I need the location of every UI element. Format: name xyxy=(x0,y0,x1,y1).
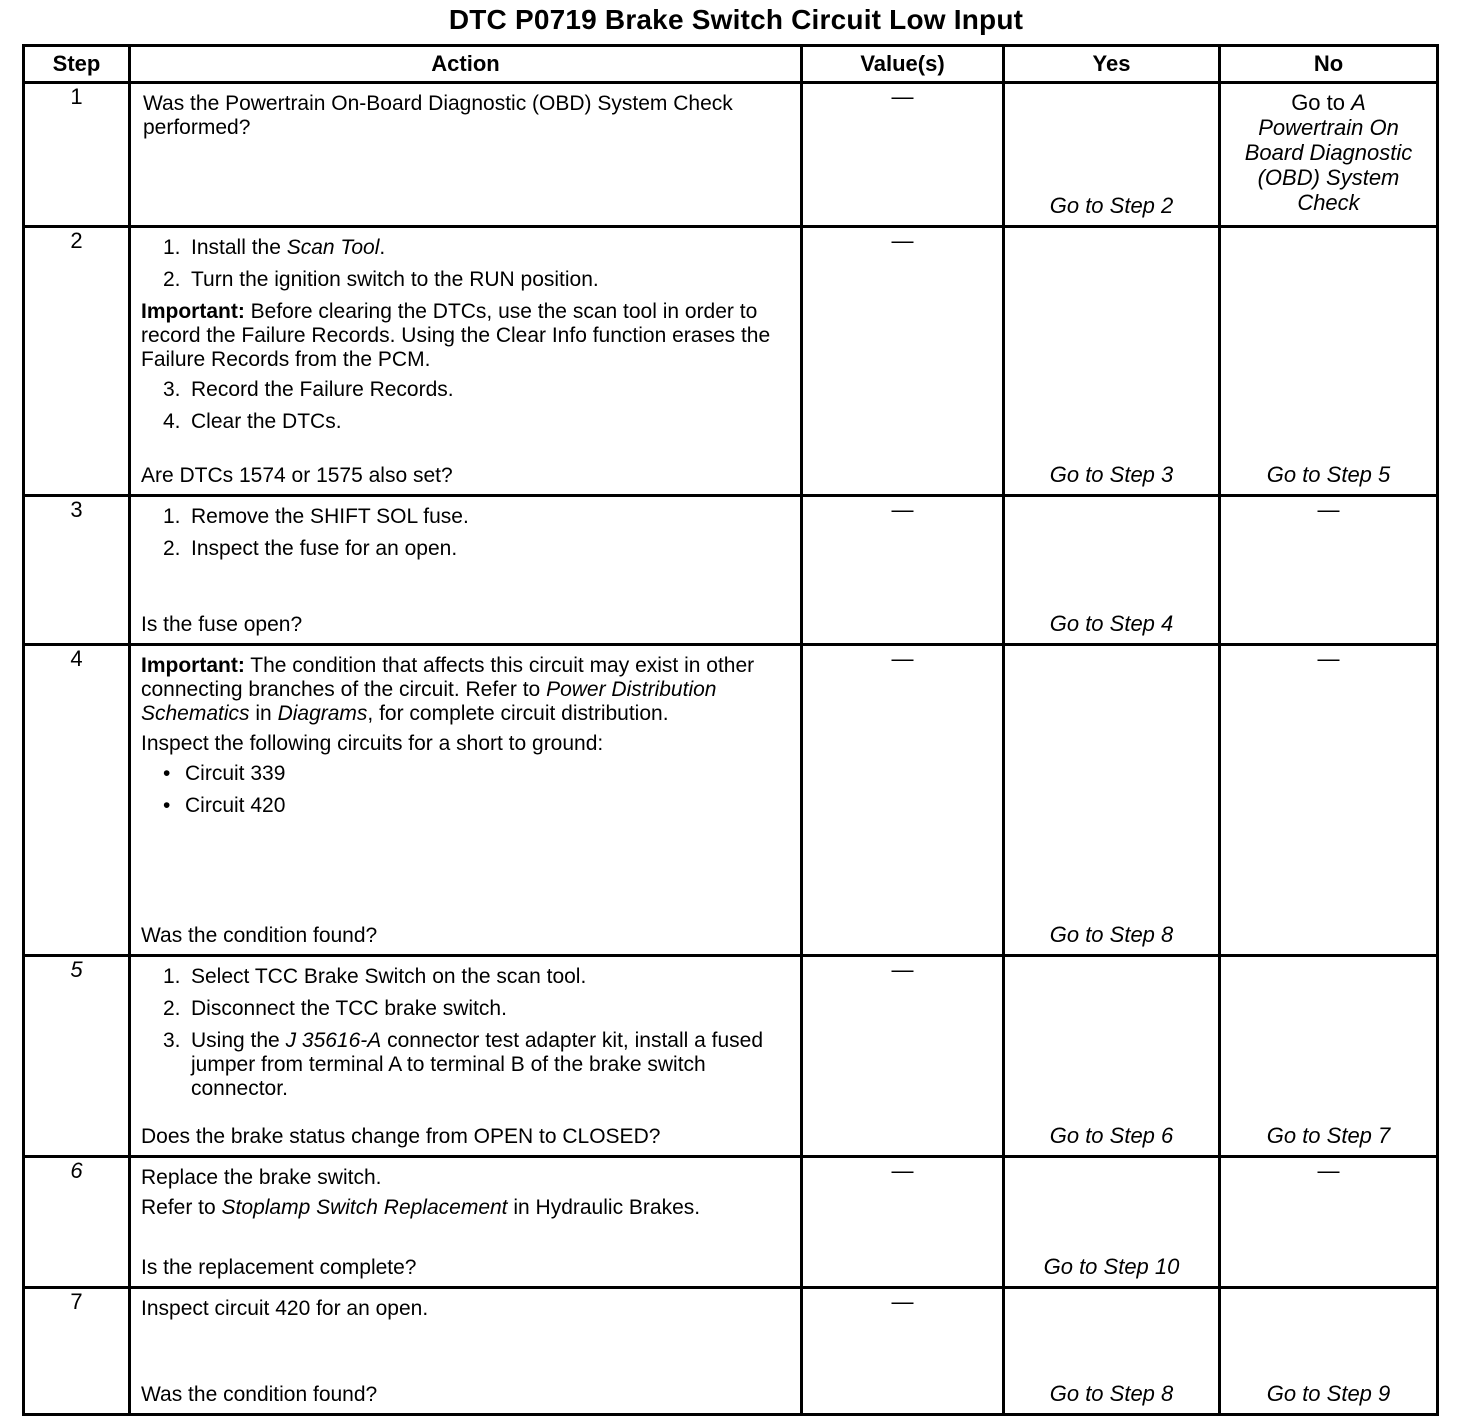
action-step: 4. Clear the DTCs. xyxy=(163,410,342,433)
no-cell xyxy=(1220,956,1438,1157)
no-link-rest: Powertrain On Board Diagnostic (OBD) System Check xyxy=(1244,115,1413,215)
table-row xyxy=(24,227,1438,496)
action-question: Was the condition found? xyxy=(141,924,378,947)
yes-cell xyxy=(1004,227,1220,496)
action-instruction: Replace the brake switch. xyxy=(141,1166,382,1189)
value-cell: — xyxy=(802,227,1004,496)
action-step: 3. Using the J 35616-A connector test adapter kit, install a fused jumper from terminal A to terminal B of the brake switch connector. xyxy=(163,1029,764,1100)
table-row xyxy=(24,83,1438,227)
action-step: 2. Inspect the fuse for an open. xyxy=(163,537,458,560)
action-question: Are DTCs 1574 or 1575 also set? xyxy=(141,464,453,487)
yes-link[interactable]: Go to Step 10 xyxy=(1043,1254,1180,1279)
step-number: 1 xyxy=(24,83,130,227)
header-action: Action xyxy=(130,46,802,83)
yes-link[interactable]: Go to Step 3 xyxy=(1049,462,1174,487)
no-link-prefix: Go to xyxy=(1291,90,1352,115)
action-cell xyxy=(130,956,802,1157)
step-number: 7 xyxy=(24,1288,130,1415)
value-cell: — xyxy=(802,1157,1004,1288)
step-number: 6 xyxy=(24,1157,130,1288)
action-step: 2. Turn the ignition switch to the RUN position. xyxy=(163,268,599,291)
header-values: Value(s) xyxy=(802,46,1004,83)
no-cell xyxy=(1220,1288,1438,1415)
value-cell: — xyxy=(802,1288,1004,1415)
yes-cell xyxy=(1004,83,1220,227)
no-link[interactable] xyxy=(1221,90,1436,215)
step-number: 4 xyxy=(24,645,130,956)
value-cell: — xyxy=(802,496,1004,645)
action-instruction: Inspect the following circuits for a short to ground: xyxy=(141,732,604,755)
yes-cell xyxy=(1004,1157,1220,1288)
yes-cell xyxy=(1004,956,1220,1157)
step-number: 3 xyxy=(24,496,130,645)
no-cell: — xyxy=(1220,645,1438,956)
yes-cell xyxy=(1004,1288,1220,1415)
step-number: 5 xyxy=(24,956,130,1157)
yes-link[interactable]: Go to Step 2 xyxy=(1049,193,1174,218)
action-question: Is the replacement complete? xyxy=(141,1256,417,1279)
action-question: Is the fuse open? xyxy=(141,613,303,636)
yes-cell xyxy=(1004,496,1220,645)
yes-cell xyxy=(1004,645,1220,956)
value-cell: — xyxy=(802,956,1004,1157)
step-number: 2 xyxy=(24,227,130,496)
table-row xyxy=(24,1157,1438,1288)
yes-link[interactable]: Go to Step 6 xyxy=(1049,1123,1174,1148)
action-cell xyxy=(130,1157,802,1288)
action-reference: Refer to Stoplamp Switch Replacement in Hydraulic Brakes. xyxy=(141,1196,701,1219)
no-link-em: A xyxy=(1351,90,1366,115)
action-step: 1. Install the Scan Tool. xyxy=(163,236,386,259)
action-step: 1. Select TCC Brake Switch on the scan tool. xyxy=(163,965,587,988)
action-cell xyxy=(130,1288,802,1415)
bullet-item: • Circuit 420 xyxy=(163,794,286,817)
no-cell xyxy=(1220,83,1438,227)
no-link[interactable]: Go to Step 7 xyxy=(1266,1123,1391,1148)
action-question: Was the condition found? xyxy=(141,1383,378,1406)
table-row xyxy=(24,645,1438,956)
action-cell xyxy=(130,645,802,956)
page-title: DTC P0719 Brake Switch Circuit Low Input xyxy=(448,4,1024,35)
table-row xyxy=(24,1288,1438,1415)
yes-link[interactable]: Go to Step 4 xyxy=(1049,611,1174,636)
no-cell xyxy=(1220,227,1438,496)
table-row xyxy=(24,496,1438,645)
no-link[interactable]: Go to Step 5 xyxy=(1266,462,1391,487)
action-step: 2. Disconnect the TCC brake switch. xyxy=(163,997,507,1020)
action-instruction: Inspect circuit 420 for an open. xyxy=(141,1297,429,1320)
no-cell: — xyxy=(1220,496,1438,645)
yes-link[interactable]: Go to Step 8 xyxy=(1049,922,1174,947)
action-question: Does the brake status change from OPEN to CLOSED? xyxy=(141,1125,661,1148)
header-row xyxy=(24,46,1438,83)
action-cell xyxy=(130,227,802,496)
value-cell: — xyxy=(802,83,1004,227)
action-cell xyxy=(130,83,802,227)
no-link[interactable]: Go to Step 9 xyxy=(1266,1381,1391,1406)
header-no: No xyxy=(1220,46,1438,83)
header-yes: Yes xyxy=(1004,46,1220,83)
table-row xyxy=(24,956,1438,1157)
no-cell: — xyxy=(1220,1157,1438,1288)
action-step: 3. Record the Failure Records. xyxy=(163,378,454,401)
value-cell: — xyxy=(802,645,1004,956)
important-note: Important: The condition that affects this circuit may exist in other connecting branches of the circuit. Refer to Power Distribution Schematics in Diagrams, for complete circuit distribution. xyxy=(141,654,755,725)
action-step: 1. Remove the SHIFT SOL fuse. xyxy=(163,505,469,528)
yes-link[interactable]: Go to Step 8 xyxy=(1049,1381,1174,1406)
header-step: Step xyxy=(24,46,130,83)
bullet-item: • Circuit 339 xyxy=(163,762,286,785)
action-cell xyxy=(130,496,802,645)
action-question: Was the Powertrain On-Board Diagnostic (OBD) System Check performed? xyxy=(143,92,733,139)
diagnostic-table xyxy=(22,44,1439,1416)
important-note: Important: Before clearing the DTCs, use the scan tool in order to record the Failure Records. Using the Clear Info function erases the Failure Records from the PCM. xyxy=(141,300,771,371)
